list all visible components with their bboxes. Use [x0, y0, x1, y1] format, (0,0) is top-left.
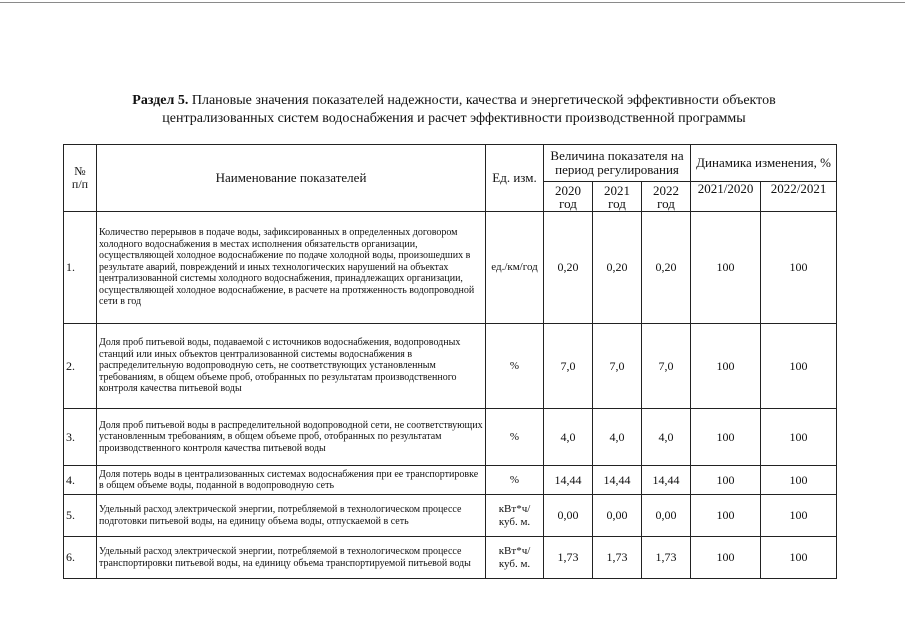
header-ratio-2021-2020: 2021/2020 — [691, 182, 761, 212]
header-row-top — [64, 145, 837, 182]
header-year-2022: 2022 год — [642, 182, 691, 212]
row-dynamics-2022-2021: 100 — [761, 212, 837, 324]
row-indicator-name: Количество перерывов в подаче воды, зафиксированных в определенных договором холодного водоснабжения в местах исполнения обязательств организации, осуществляющей холодное водоснабжение по подаче холодной воды, произошедших в результате аварий, повреждений и иных технологических нарушений на объектах централизованной системы холодного водоснабжения, принадлежащих организации, осуществляющей холодное водоснабжение, в расчете на протяженность водопроводной сети в год — [97, 212, 486, 324]
row-indicator-name: Удельный расход электрической энергии, потребляемой в технологическом процессе подготовки питьевой воды, на единицу объема воды, отпускаемой в сеть — [97, 495, 486, 537]
row-indicator-name: Доля проб питьевой воды, подаваемой с источников водоснабжения, водопроводных станций или иных объектов централизованной системы водоснабжения в распределительную водопроводную сеть, не соответствующих установленным требованиям, в общем объеме проб, отобранных по результатам производственного контроля качества питьевой воды — [97, 324, 486, 409]
row-number: 3. — [64, 409, 97, 466]
row-unit: % — [486, 466, 544, 495]
row-value-2021: 1,73 — [593, 537, 642, 579]
row-dynamics-2022-2021: 100 — [761, 537, 837, 579]
row-value-2020: 0,00 — [544, 495, 593, 537]
row-indicator-name: Доля проб питьевой воды в распределительной водопроводной сети, не соответствующих установленным требованиям, в общем объеме проб, отобранных по результатам производственного контроля качества питьевой воды — [97, 409, 486, 466]
table-row — [64, 409, 837, 466]
table-row — [64, 495, 837, 537]
page-top-rule — [0, 2, 905, 3]
heading-line-1 — [70, 92, 838, 110]
row-value-2020: 7,0 — [544, 324, 593, 409]
row-value-2021: 14,44 — [593, 466, 642, 495]
header-dynamics: Динамика изменения, % — [691, 145, 837, 182]
row-dynamics-2021-2020: 100 — [691, 537, 761, 579]
row-unit: ед./км/год — [486, 212, 544, 324]
header-unit: Ед. изм. — [486, 145, 544, 212]
table-row — [64, 466, 837, 495]
row-dynamics-2021-2020: 100 — [691, 495, 761, 537]
row-dynamics-2022-2021: 100 — [761, 324, 837, 409]
row-value-2022: 7,0 — [642, 324, 691, 409]
header-ratio-2022-2021: 2022/2021 — [761, 182, 837, 212]
row-unit: % — [486, 409, 544, 466]
row-value-2020: 4,0 — [544, 409, 593, 466]
row-dynamics-2022-2021: 100 — [761, 495, 837, 537]
header-year-2020: 2020 год — [544, 182, 593, 212]
row-value-2021: 0,00 — [593, 495, 642, 537]
row-value-2022: 0,20 — [642, 212, 691, 324]
row-value-2022: 4,0 — [642, 409, 691, 466]
row-number: 6. — [64, 537, 97, 579]
row-indicator-name: Удельный расход электрической энергии, потребляемой в технологическом процессе транспортировки питьевой воды, на единицу объема транспортируемой питьевой воды — [97, 537, 486, 579]
header-period: Величина показателя на период регулирования — [544, 145, 691, 182]
row-number: 4. — [64, 466, 97, 495]
row-dynamics-2021-2020: 100 — [691, 466, 761, 495]
row-dynamics-2022-2021: 100 — [761, 409, 837, 466]
row-unit: кВт*ч/ куб. м. — [486, 537, 544, 579]
row-unit: % — [486, 324, 544, 409]
row-value-2020: 14,44 — [544, 466, 593, 495]
row-value-2022: 14,44 — [642, 466, 691, 495]
heading-line-2: централизованных систем водоснабжения и расчет эффективности производственной программы — [162, 111, 746, 126]
row-value-2022: 1,73 — [642, 537, 691, 579]
section-number: Раздел 5. — [132, 93, 189, 108]
row-dynamics-2021-2020: 100 — [691, 212, 761, 324]
section-heading — [70, 92, 838, 128]
heading-text-1: Плановые значения показателей надежности, качества и энергетической эффективности объектов — [191, 93, 776, 108]
table-row — [64, 212, 837, 324]
row-number: 2. — [64, 324, 97, 409]
table-row — [64, 324, 837, 409]
table-row — [64, 537, 837, 579]
row-dynamics-2021-2020: 100 — [691, 324, 761, 409]
row-indicator-name: Доля потерь воды в централизованных системах водоснабжения при ее транспортировке в общем объеме воды, поданной в водопроводную сеть — [97, 466, 486, 495]
row-unit: кВт*ч/ куб. м. — [486, 495, 544, 537]
row-value-2021: 7,0 — [593, 324, 642, 409]
row-dynamics-2022-2021: 100 — [761, 466, 837, 495]
row-value-2021: 0,20 — [593, 212, 642, 324]
row-dynamics-2021-2020: 100 — [691, 409, 761, 466]
row-number: 1. — [64, 212, 97, 324]
row-value-2022: 0,00 — [642, 495, 691, 537]
row-value-2020: 1,73 — [544, 537, 593, 579]
row-number: 5. — [64, 495, 97, 537]
row-value-2021: 4,0 — [593, 409, 642, 466]
indicators-table — [63, 144, 837, 579]
header-year-2021: 2021 год — [593, 182, 642, 212]
header-num: № п/п — [64, 145, 97, 212]
row-value-2020: 0,20 — [544, 212, 593, 324]
header-name: Наименование показателей — [97, 145, 486, 212]
